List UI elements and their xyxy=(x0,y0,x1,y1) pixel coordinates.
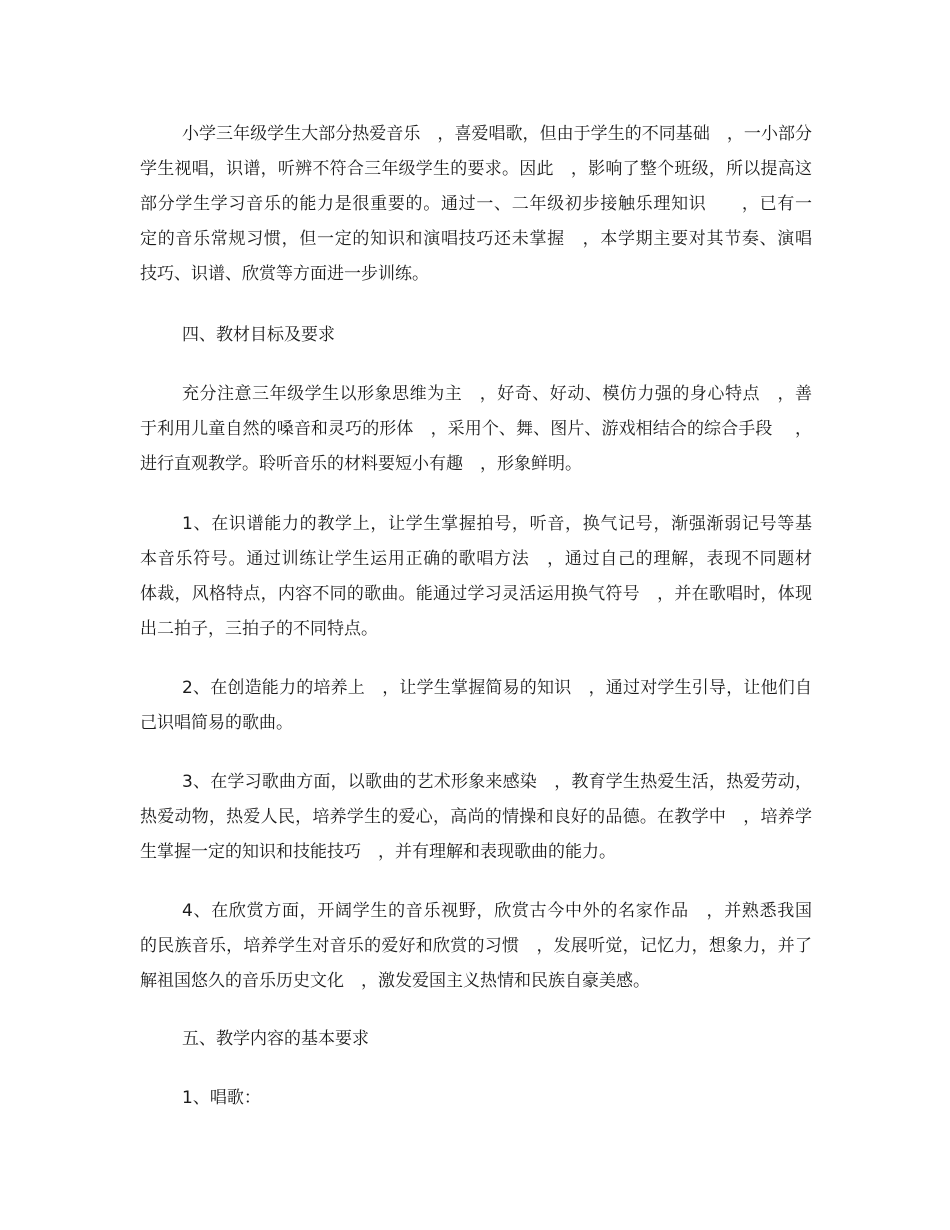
text-line: 进行直观教学。聆听音乐的材料要短小有趣 ，形象鲜明。 xyxy=(140,454,582,474)
paragraph-goal-4 xyxy=(140,894,812,999)
heading-text: 四、教材目标及要求 xyxy=(182,325,335,345)
text-line: 解祖国悠久的音乐历史文化 ，激发爱国主义热情和民族自豪美感。 xyxy=(140,971,650,991)
text-line: 小学三年级学生大部分热爱音乐 ，喜爱唱歌，但由于学生的不同基础 ，一小部分 xyxy=(182,124,812,144)
text-line: 部分学生学习音乐的能力是很重要的。通过一、二年级初步接触乐理知识 ，已有一 xyxy=(140,194,812,214)
text-line: 3、在学习歌曲方面，以歌曲的艺术形象来感染 ，教育学生热爱生活，热爱劳动， xyxy=(182,772,812,792)
text-line: 的民族音乐，培养学生对音乐的爱好和欣赏的习惯 ，发展听觉，记忆力，想象力，并了 xyxy=(140,936,812,956)
text-line: 热爱动物，热爱人民，培养学生的爱心，高尚的情操和良好的品德。在教学中 ，培养学 xyxy=(140,807,812,827)
list-item-text: 1、唱歌： xyxy=(182,1088,261,1108)
paragraph-intro xyxy=(140,117,812,292)
list-item-singing xyxy=(140,1081,812,1116)
text-line: 1、在识谱能力的教学上，让学生掌握拍号，听音，换气记号，渐强渐弱记号等基 xyxy=(182,514,812,534)
paragraph-goal-1 xyxy=(140,507,812,647)
heading-text: 五、教学内容的基本要求 xyxy=(182,1029,369,1049)
paragraph-goals xyxy=(140,377,812,482)
text-line: 学生视唱，识谱，听辨不符合三年级学生的要求。因此 ，影响了整个班级，所以提高这 xyxy=(140,159,812,179)
text-line: 定的音乐常规习惯，但一定的知识和演唱技巧还未掌握 ，本学期主要对其节奏、演唱 xyxy=(140,229,812,249)
paragraph-goal-3 xyxy=(140,765,812,870)
text-line: 于利用儿童自然的嗓音和灵巧的形体 ，采用个、舞、图片、游戏相结合的综合手段 ， xyxy=(140,419,812,439)
paragraph-goal-2 xyxy=(140,671,812,741)
text-line: 己识唱简易的歌曲。 xyxy=(140,713,293,733)
text-line: 4、在欣赏方面，开阔学生的音乐视野，欣赏古今中外的名家作品 ，并熟悉我国 xyxy=(182,901,812,921)
text-line: 2、在创造能力的培养上 ，让学生掌握简易的知识 ，通过对学生引导，让他们自 xyxy=(182,678,812,698)
text-line: 生掌握一定的知识和技能技巧 ，并有理解和表现歌曲的能力。 xyxy=(140,842,616,862)
section-heading-5 xyxy=(140,1022,812,1057)
text-line: 体裁，风格特点，内容不同的歌曲。能通过学习灵活运用换气符号 ，并在歌唱时，体现 xyxy=(140,584,812,604)
text-line: 技巧、识谱、欣赏等方面进一步训练。 xyxy=(140,264,429,284)
text-line: 出二拍子，三拍子的不同特点。 xyxy=(140,619,378,639)
text-line: 充分注意三年级学生以形象思维为主 ，好奇、好动、模仿力强的身心特点 ，善 xyxy=(182,384,812,404)
section-heading-4 xyxy=(140,318,812,353)
text-line: 本音乐符号。通过训练让学生运用正确的歌唱方法 ，通过自己的理解，表现不同题材 xyxy=(140,549,812,569)
